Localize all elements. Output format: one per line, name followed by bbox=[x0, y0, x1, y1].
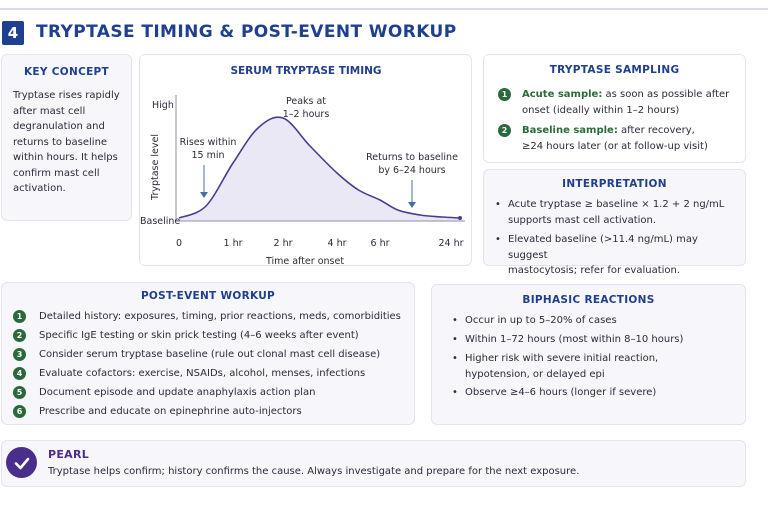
post-event-workup-card bbox=[1, 282, 415, 425]
workup-item-text: Consider serum tryptase baseline (rule out clonal mast cell disease) bbox=[39, 348, 381, 360]
step-number-badge: 6 bbox=[13, 405, 26, 418]
key-concept-line: within hours. It helps bbox=[13, 152, 118, 163]
biphasic-item-text bbox=[465, 351, 658, 382]
step-number-badge: 1 bbox=[13, 310, 26, 323]
sampling-heading: TRYPTASE SAMPLING bbox=[549, 64, 680, 76]
y-tick-baseline: Baseline bbox=[140, 216, 181, 227]
bullet-icon: • bbox=[495, 199, 501, 210]
workup-item bbox=[13, 347, 380, 361]
line: hypotension, or delayed epi bbox=[465, 368, 605, 380]
check-circle-icon bbox=[6, 447, 37, 478]
key-concept-text bbox=[13, 88, 125, 197]
pearl-heading: PEARL bbox=[48, 448, 90, 461]
annotation-return-line1: Returns to baseline bbox=[366, 152, 458, 163]
annotation-peak-line1: Peaks at bbox=[285, 96, 327, 107]
bullet-icon: • bbox=[452, 334, 458, 345]
x-tick: 0 bbox=[175, 238, 183, 249]
pearl-text: Tryptase helps confirm; history confirms the cause. Always investigate and prepare for the next exposure. bbox=[48, 466, 580, 477]
step-number-badge: 3 bbox=[13, 348, 26, 361]
bullet-icon: • bbox=[495, 234, 501, 245]
biphasic-reactions-card bbox=[431, 284, 746, 425]
bullet-icon: • bbox=[452, 387, 458, 398]
bullet-icon: • bbox=[452, 353, 458, 364]
post-event-heading: POST-EVENT WORKUP bbox=[140, 290, 276, 302]
step-number-badge: 5 bbox=[13, 386, 26, 399]
tryptase-chart-card bbox=[139, 54, 472, 266]
sampling-item-body bbox=[522, 87, 729, 119]
sampling-item-text: ≥24 hours later (or at follow-up visit) bbox=[522, 141, 708, 152]
key-concept-line: returns to baseline bbox=[13, 136, 108, 148]
top-divider bbox=[0, 8, 768, 10]
sampling-item-text: as soon as possible after bbox=[602, 89, 730, 100]
biphasic-item bbox=[452, 351, 737, 382]
tryptase-sampling-card bbox=[483, 54, 746, 163]
curve-end-point bbox=[458, 216, 462, 220]
workup-item bbox=[13, 309, 401, 323]
step-number-badge: 2 bbox=[13, 329, 26, 342]
biphasic-item bbox=[452, 332, 737, 348]
bullet-icon: • bbox=[452, 315, 458, 326]
biphasic-item-text: Occur in up to 5–20% of cases bbox=[465, 315, 617, 326]
interpretation-item bbox=[495, 197, 735, 228]
workup-item bbox=[13, 385, 315, 399]
tryptase-chart bbox=[140, 55, 473, 267]
line: Higher risk with severe initial reaction, bbox=[465, 353, 659, 364]
interpretation-item-text bbox=[508, 232, 735, 279]
sampling-item-text: onset (ideally within 1–2 hours) bbox=[522, 105, 680, 116]
x-tick: 6 hr bbox=[370, 238, 390, 249]
line: supports mast cell activation. bbox=[508, 214, 657, 226]
x-tick: 24 hr bbox=[438, 238, 464, 249]
sampling-item-text: after recovery, bbox=[617, 125, 695, 136]
sampling-item-label: Baseline sample: bbox=[522, 125, 618, 136]
sampling-item-label: Acute sample: bbox=[522, 89, 603, 100]
pearl-card bbox=[1, 440, 746, 487]
annotation-rise-line2: 15 min bbox=[191, 150, 225, 161]
biphasic-item-text: Within 1–72 hours (most within 8–10 hours) bbox=[465, 334, 684, 345]
x-tick: 2 hr bbox=[273, 238, 293, 249]
checkmark-icon bbox=[13, 454, 31, 472]
workup-item-text: Prescribe and educate on epinephrine auto-injectors bbox=[39, 405, 302, 417]
key-concept-line: after mast cell bbox=[13, 105, 86, 117]
annotation-rise-arrowhead bbox=[200, 192, 208, 198]
interpretation-card bbox=[483, 169, 746, 276]
page-title: TRYPTASE TIMING & POST-EVENT WORKUP bbox=[36, 22, 457, 42]
workup-item bbox=[13, 404, 302, 418]
interpretation-item bbox=[495, 232, 735, 279]
workup-item bbox=[13, 328, 359, 342]
step-number-badge: 4 bbox=[13, 367, 26, 380]
sampling-item bbox=[498, 123, 738, 155]
x-tick: 4 hr bbox=[327, 238, 347, 249]
line: Acute tryptase ≥ baseline × 1.2 + 2 ng/mL bbox=[508, 199, 725, 210]
biphasic-item-text: Observe ≥4–6 hours (longer if severe) bbox=[465, 387, 657, 398]
workup-item bbox=[13, 366, 365, 380]
key-concept-line: activation. bbox=[13, 183, 66, 194]
line: Elevated baseline (>11.4 ng/mL) may suggest bbox=[508, 234, 698, 261]
annotation-return-line2: by 6–24 hours bbox=[378, 165, 446, 176]
annotation-peak-line2: 1–2 hours bbox=[282, 109, 330, 120]
sampling-item bbox=[498, 87, 738, 119]
workup-item-text: Detailed history: exposures, timing, prior reactions, meds, comorbidities bbox=[39, 310, 401, 322]
interpretation-item-text bbox=[508, 197, 724, 228]
key-concept-card bbox=[1, 54, 132, 221]
biphasic-heading: BIPHASIC REACTIONS bbox=[522, 294, 655, 306]
key-concept-heading: KEY CONCEPT bbox=[23, 66, 110, 78]
y-axis-label: Tryptase level bbox=[150, 134, 161, 200]
step-number-badge: 1 bbox=[498, 88, 511, 101]
biphasic-item bbox=[452, 313, 737, 329]
key-concept-line: degranulation and bbox=[13, 121, 105, 132]
section-number-badge: 4 bbox=[2, 21, 24, 45]
annotation-return-arrowhead bbox=[408, 202, 416, 208]
biphasic-item bbox=[452, 385, 737, 401]
x-tick: 1 hr bbox=[223, 238, 243, 249]
key-concept-line: Tryptase rises rapidly bbox=[13, 90, 120, 101]
y-tick-high: High bbox=[152, 100, 174, 111]
annotation-rise-line1: Rises within bbox=[179, 137, 237, 148]
chart-title: SERUM TRYPTASE TIMING bbox=[230, 65, 382, 77]
key-concept-line: confirm mast cell bbox=[13, 167, 100, 179]
interpretation-heading: INTERPRETATION bbox=[562, 178, 667, 190]
step-number-badge: 2 bbox=[498, 124, 511, 137]
line: mastocytosis; refer for evaluation. bbox=[508, 265, 681, 276]
sampling-item-body bbox=[522, 123, 708, 155]
workup-item-text: Specific IgE testing or skin prick testing (4–6 weeks after event) bbox=[39, 329, 359, 341]
workup-item-text: Evaluate cofactors: exercise, NSAIDs, alcohol, menses, infections bbox=[39, 367, 366, 379]
workup-item-text: Document episode and update anaphylaxis action plan bbox=[39, 386, 316, 398]
x-axis-label: Time after onset bbox=[265, 256, 345, 267]
